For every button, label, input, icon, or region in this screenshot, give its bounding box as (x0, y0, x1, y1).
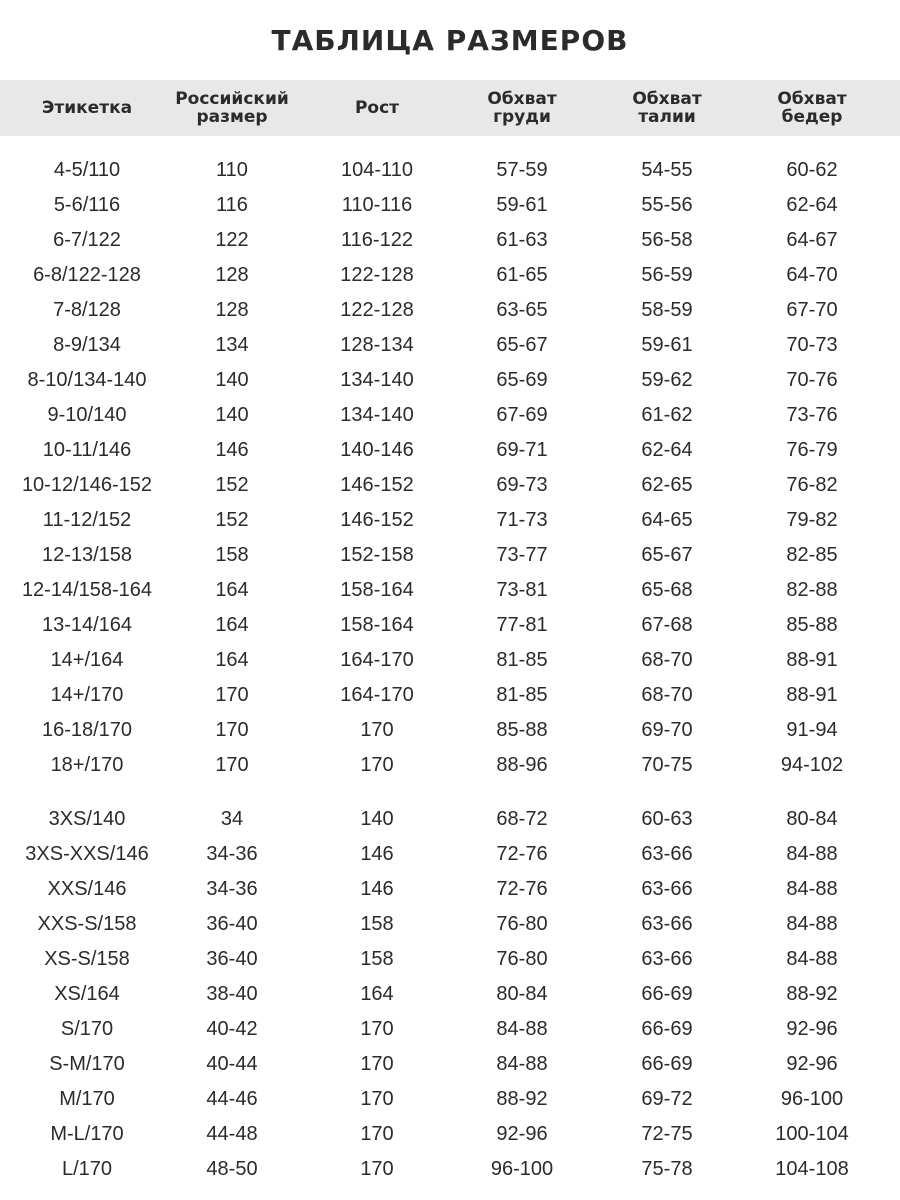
cell-russian-size: 40-42 (206, 1018, 258, 1040)
table-row (0, 942, 900, 977)
cell-label: L/170 (61, 1158, 113, 1180)
cell-hips: 73-76 (786, 404, 838, 426)
cell-chest: 85-88 (496, 719, 548, 741)
cell-hips: 82-88 (786, 579, 838, 601)
cell-label: 10-11/146 (42, 439, 132, 461)
cell-russian-size: 110 (216, 159, 248, 181)
cell-height: 146-152 (340, 474, 414, 496)
cell-waist: 66-69 (641, 983, 693, 1005)
table-row (0, 1082, 900, 1117)
cell-waist: 63-66 (641, 843, 693, 865)
cell-hips: 84-88 (786, 878, 838, 900)
cell-chest: 88-92 (496, 1088, 548, 1110)
cell-height: 146 (360, 843, 394, 865)
cell-label: 6-8/122-128 (33, 264, 141, 286)
table-row (0, 1152, 900, 1187)
cell-hips: 76-82 (786, 474, 838, 496)
cell-chest: 77-81 (496, 614, 548, 636)
cell-label: 6-7/122 (53, 229, 121, 251)
table-row (0, 503, 900, 538)
cell-waist: 56-58 (641, 229, 693, 251)
cell-waist: 68-70 (641, 649, 693, 671)
cell-label: 8-9/134 (53, 334, 121, 356)
cell-label: 12-13/158 (41, 544, 133, 566)
table-row (0, 573, 900, 608)
cell-waist: 65-68 (641, 579, 693, 601)
table-row (0, 433, 900, 468)
cell-hips: 88-91 (786, 684, 838, 706)
cell-label: XS/164 (54, 983, 120, 1005)
table-header (0, 80, 900, 136)
cell-waist: 69-70 (641, 719, 693, 741)
cell-height: 140-146 (340, 439, 414, 461)
cell-label: 3XS/140 (48, 808, 126, 830)
cell-height: 170 (360, 1123, 394, 1145)
cell-russian-size: 44-46 (206, 1088, 258, 1110)
cell-waist: 63-66 (641, 913, 693, 935)
cell-height: 158 (360, 913, 394, 935)
cell-height: 158-164 (340, 579, 414, 601)
header-hips: Обхват бедер (777, 89, 847, 127)
header-waist: Обхват талии (632, 89, 702, 127)
cell-height: 122-128 (340, 299, 414, 321)
cell-label: M-L/170 (50, 1123, 124, 1145)
cell-chest: 73-81 (496, 579, 548, 601)
cell-russian-size: 34-36 (206, 878, 258, 900)
table-row (0, 538, 900, 573)
cell-hips: 76-79 (786, 439, 838, 461)
cell-label: 7-8/128 (53, 299, 121, 321)
cell-height: 170 (360, 1088, 394, 1110)
cell-chest: 73-77 (496, 544, 548, 566)
cell-waist: 63-66 (641, 948, 693, 970)
cell-height: 170 (360, 719, 394, 741)
table-row (0, 643, 900, 678)
cell-hips: 84-88 (786, 913, 838, 935)
cell-chest: 67-69 (496, 404, 548, 426)
cell-russian-size: 140 (215, 369, 249, 391)
cell-hips: 91-94 (786, 719, 838, 741)
cell-chest: 96-100 (490, 1158, 554, 1180)
table-row (0, 802, 900, 837)
cell-russian-size: 44-48 (206, 1123, 258, 1145)
cell-height: 146-152 (340, 509, 414, 531)
cell-chest: 65-67 (496, 334, 548, 356)
cell-chest: 68-72 (496, 808, 548, 830)
cell-russian-size: 170 (215, 754, 249, 776)
table-row (0, 363, 900, 398)
cell-label: 13-14/164 (41, 614, 133, 636)
cell-height: 140 (360, 808, 394, 830)
table-row (0, 188, 900, 223)
table-row (0, 223, 900, 258)
table-row (0, 468, 900, 503)
cell-russian-size: 128 (215, 264, 249, 286)
cell-chest: 65-69 (496, 369, 548, 391)
table-row (0, 872, 900, 907)
cell-russian-size: 122 (215, 229, 249, 251)
cell-height: 128-134 (340, 334, 414, 356)
cell-waist: 60-63 (641, 808, 693, 830)
cell-chest: 84-88 (496, 1053, 548, 1075)
header-chest: Обхват груди (487, 89, 557, 127)
cell-chest: 72-76 (496, 878, 548, 900)
cell-label: 12-14/158-164 (21, 579, 153, 601)
cell-chest: 84-88 (496, 1018, 548, 1040)
cell-height: 164-170 (340, 684, 414, 706)
cell-label: 11-12/152 (42, 509, 132, 531)
cell-hips: 92-96 (786, 1053, 838, 1075)
cell-height: 146 (360, 878, 394, 900)
cell-russian-size: 128 (215, 299, 249, 321)
cell-waist: 70-75 (641, 754, 693, 776)
cell-chest: 81-85 (496, 649, 548, 671)
cell-waist: 72-75 (641, 1123, 693, 1145)
cell-hips: 104-108 (775, 1158, 849, 1180)
cell-chest: 76-80 (496, 948, 548, 970)
cell-russian-size: 146 (215, 439, 249, 461)
cell-label: XXS-S/158 (37, 913, 137, 935)
cell-waist: 66-69 (641, 1018, 693, 1040)
cell-label: M/170 (59, 1088, 115, 1110)
cell-label: S-M/170 (49, 1053, 125, 1075)
cell-height: 116-122 (341, 229, 413, 251)
cell-height: 110-116 (341, 194, 413, 216)
cell-height: 170 (360, 1053, 394, 1075)
cell-waist: 66-69 (641, 1053, 693, 1075)
cell-hips: 64-70 (786, 264, 838, 286)
cell-hips: 70-76 (786, 369, 838, 391)
cell-hips: 64-67 (786, 229, 838, 251)
cell-waist: 55-56 (641, 194, 693, 216)
cell-hips: 84-88 (786, 843, 838, 865)
table-row (0, 293, 900, 328)
cell-waist: 62-64 (641, 439, 693, 461)
cell-russian-size: 38-40 (206, 983, 258, 1005)
cell-label: 5-6/116 (53, 194, 121, 216)
cell-chest: 71-73 (496, 509, 548, 531)
cell-russian-size: 36-40 (206, 948, 258, 970)
cell-label: 18+/170 (50, 754, 124, 776)
table-row (0, 398, 900, 433)
cell-russian-size: 164 (215, 614, 249, 636)
cell-waist: 58-59 (641, 299, 693, 321)
table-row (0, 1012, 900, 1047)
cell-waist: 67-68 (641, 614, 693, 636)
table-row (0, 907, 900, 942)
table-row (0, 713, 900, 748)
header-label: Этикетка (41, 98, 133, 118)
cell-hips: 94-102 (780, 754, 844, 776)
cell-hips: 92-96 (786, 1018, 838, 1040)
cell-waist: 56-59 (641, 264, 693, 286)
cell-height: 152-158 (340, 544, 414, 566)
cell-russian-size: 158 (215, 544, 249, 566)
cell-chest: 81-85 (496, 684, 548, 706)
cell-label: 8-10/134-140 (27, 369, 147, 391)
cell-label: XS-S/158 (44, 948, 130, 970)
cell-hips: 85-88 (786, 614, 838, 636)
cell-label: 4-5/110 (53, 159, 121, 181)
cell-russian-size: 170 (215, 719, 249, 741)
header-russian-size: Российский размер (175, 89, 289, 127)
cell-hips: 84-88 (786, 948, 838, 970)
cell-label: 9-10/140 (47, 404, 127, 426)
cell-hips: 88-91 (786, 649, 838, 671)
cell-russian-size: 164 (215, 649, 249, 671)
table-row (0, 1117, 900, 1152)
cell-russian-size: 34-36 (206, 843, 258, 865)
cell-chest: 80-84 (496, 983, 548, 1005)
cell-hips: 80-84 (786, 808, 838, 830)
table-row (0, 608, 900, 643)
cell-height: 170 (360, 1158, 394, 1180)
cell-height: 104-110 (341, 159, 413, 181)
cell-height: 134-140 (340, 369, 414, 391)
table-row (0, 1047, 900, 1082)
cell-chest: 76-80 (496, 913, 548, 935)
cell-hips: 70-73 (786, 334, 838, 356)
cell-waist: 68-70 (641, 684, 693, 706)
cell-chest: 61-65 (496, 264, 548, 286)
cell-waist: 61-62 (641, 404, 693, 426)
cell-russian-size: 164 (215, 579, 249, 601)
cell-hips: 96-100 (780, 1088, 844, 1110)
cell-chest: 63-65 (496, 299, 548, 321)
cell-russian-size: 40-44 (206, 1053, 258, 1075)
cell-russian-size: 34 (220, 808, 244, 830)
cell-label: S/170 (60, 1018, 114, 1040)
cell-russian-size: 48-50 (206, 1158, 258, 1180)
cell-russian-size: 170 (215, 684, 249, 706)
cell-label: XXS/146 (47, 878, 127, 900)
cell-chest: 59-61 (496, 194, 548, 216)
cell-waist: 64-65 (641, 509, 693, 531)
page-title: ТАБЛИЦА РАЗМЕРОВ (271, 24, 629, 57)
cell-height: 134-140 (340, 404, 414, 426)
cell-height: 164-170 (340, 649, 414, 671)
cell-waist: 75-78 (641, 1158, 693, 1180)
cell-hips: 100-104 (775, 1123, 849, 1145)
table-row (0, 678, 900, 713)
cell-hips: 88-92 (786, 983, 838, 1005)
cell-russian-size: 116 (216, 194, 248, 216)
cell-chest: 92-96 (496, 1123, 548, 1145)
cell-height: 170 (360, 1018, 394, 1040)
cell-height: 170 (360, 754, 394, 776)
cell-height: 158-164 (340, 614, 414, 636)
cell-label: 3XS-XXS/146 (25, 843, 149, 865)
cell-russian-size: 152 (215, 474, 249, 496)
header-height: Рост (354, 98, 400, 118)
cell-height: 122-128 (340, 264, 414, 286)
cell-hips: 60-62 (786, 159, 838, 181)
cell-waist: 59-61 (641, 334, 693, 356)
table-row (0, 748, 900, 783)
cell-height: 164 (360, 983, 394, 1005)
cell-waist: 65-67 (641, 544, 693, 566)
cell-waist: 62-65 (641, 474, 693, 496)
cell-chest: 72-76 (496, 843, 548, 865)
table-row (0, 153, 900, 188)
cell-russian-size: 140 (215, 404, 249, 426)
cell-label: 16-18/170 (41, 719, 133, 741)
cell-chest: 61-63 (496, 229, 548, 251)
cell-russian-size: 36-40 (206, 913, 258, 935)
cell-waist: 54-55 (641, 159, 693, 181)
cell-label: 14+/170 (50, 684, 124, 706)
cell-label: 14+/164 (50, 649, 124, 671)
table-row (0, 977, 900, 1012)
cell-russian-size: 134 (215, 334, 249, 356)
cell-label: 10-12/146-152 (21, 474, 153, 496)
cell-chest: 57-59 (496, 159, 548, 181)
cell-waist: 69-72 (641, 1088, 693, 1110)
cell-hips: 79-82 (786, 509, 838, 531)
table-row (0, 837, 900, 872)
cell-hips: 67-70 (786, 299, 838, 321)
cell-hips: 82-85 (786, 544, 838, 566)
cell-russian-size: 152 (215, 509, 249, 531)
table-row (0, 258, 900, 293)
cell-waist: 63-66 (641, 878, 693, 900)
cell-chest: 88-96 (496, 754, 548, 776)
cell-hips: 62-64 (786, 194, 838, 216)
cell-chest: 69-71 (496, 439, 548, 461)
table-row (0, 328, 900, 363)
cell-height: 158 (360, 948, 394, 970)
cell-waist: 59-62 (641, 369, 693, 391)
cell-chest: 69-73 (496, 474, 548, 496)
